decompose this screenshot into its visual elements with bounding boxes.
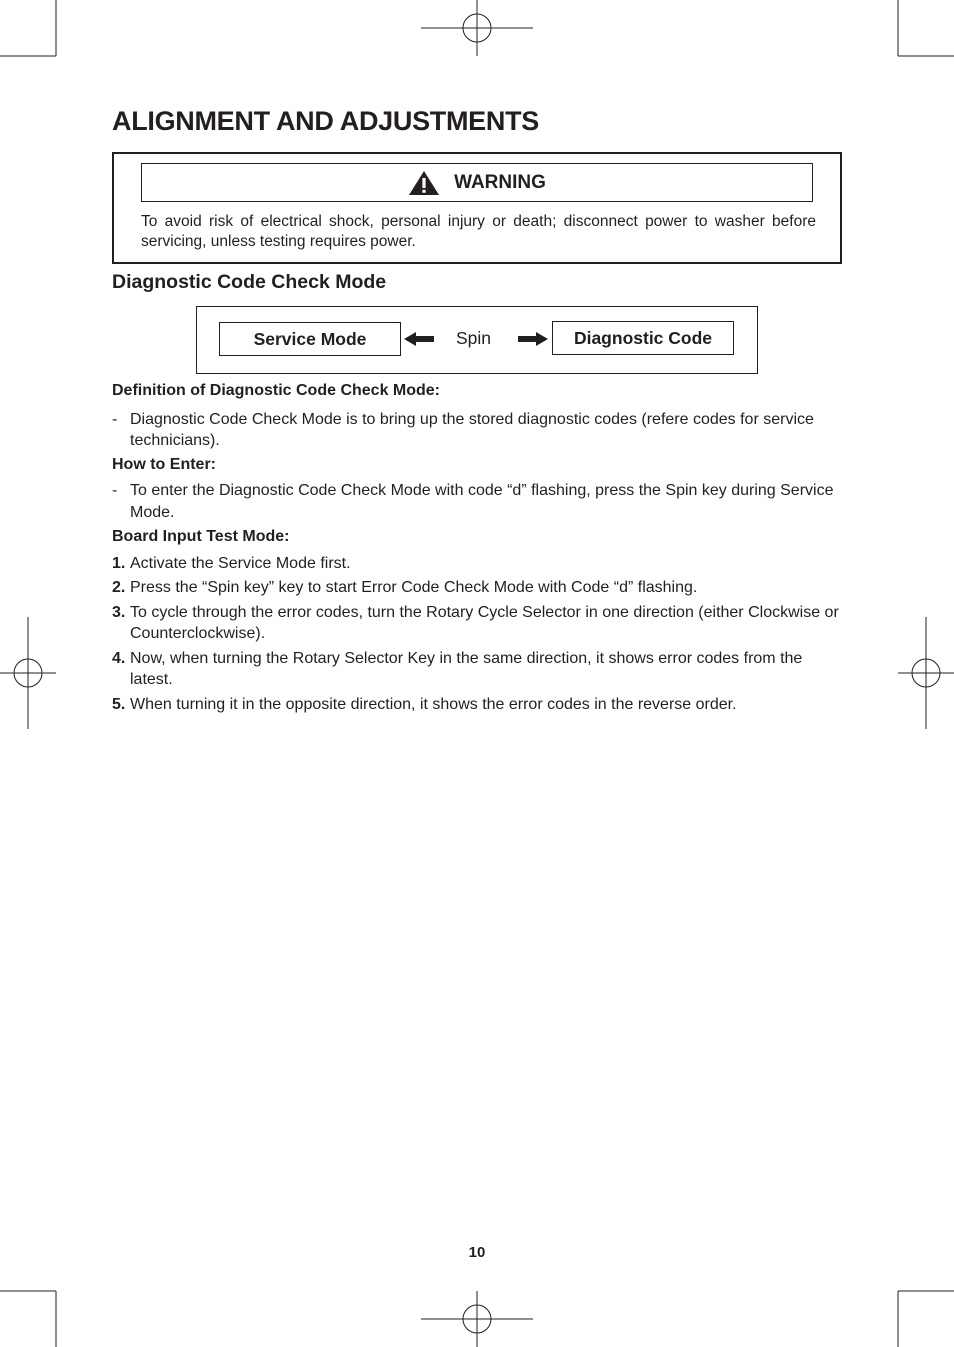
page-number: 10 — [468, 1244, 486, 1261]
step-number: 5. — [112, 695, 126, 713]
instructions — [112, 380, 842, 715]
step-number: 3. — [112, 603, 126, 621]
diagnostic-code-box: Diagnostic Code — [552, 321, 734, 355]
definition-text: Diagnostic Code Check Mode is to bring up the stored diagnostic codes (refere codes for service technicians). — [130, 410, 814, 449]
step-item — [112, 577, 842, 599]
definition-heading: Definition of Diagnostic Code Check Mode: — [112, 382, 441, 399]
warning-label: WARNING — [454, 171, 546, 193]
board-input-heading: Board Input Test Mode: — [112, 528, 290, 545]
step-item — [112, 553, 842, 575]
warning-box — [112, 152, 842, 264]
step-text: When turning it in the opposite direction, it shows the error codes in the reverse order. — [130, 695, 737, 713]
step-number: 2. — [112, 579, 126, 596]
warning-triangle-icon — [408, 170, 440, 196]
how-to-enter-text: To enter the Diagnostic Code Check Mode with code “d” flashing, press the Spin key during Service Mode. — [130, 482, 834, 521]
warning-header — [141, 163, 813, 202]
step-number: 1. — [112, 554, 126, 572]
step-item — [112, 694, 842, 716]
list-item — [112, 409, 842, 452]
step-item — [112, 602, 842, 645]
step-text: Activate the Service Mode first. — [130, 554, 351, 572]
list-item — [112, 480, 842, 523]
warning-text: To avoid risk of electrical shock, personal injury or death; disconnect power to washer before servicing, unless testing requires power. — [141, 213, 816, 250]
how-to-enter-heading: How to Enter: — [112, 455, 216, 473]
mode-flow-diagram — [196, 306, 758, 374]
step-item — [112, 648, 842, 691]
arrow-right-icon — [518, 332, 548, 346]
service-mode-box: Service Mode — [219, 322, 401, 356]
page-title: ALIGNMENT AND ADJUSTMENTS — [112, 106, 539, 136]
step-text: To cycle through the error codes, turn the Rotary Cycle Selector in one direction (either Clockwise or Counterclockwise). — [130, 603, 839, 642]
bullet-marker: - — [112, 410, 118, 428]
spin-label: Spin — [456, 328, 492, 348]
step-number: 4. — [112, 649, 126, 667]
step-text: Now, when turning the Rotary Selector Key in the same direction, it shows error codes from the latest. — [130, 649, 803, 688]
step-text: Press the “Spin key” key to start Error Code Check Mode with Code “d” flashing. — [130, 579, 698, 596]
arrow-left-icon — [404, 332, 434, 346]
bullet-marker: - — [112, 482, 118, 499]
section-heading: Diagnostic Code Check Mode — [112, 271, 387, 293]
